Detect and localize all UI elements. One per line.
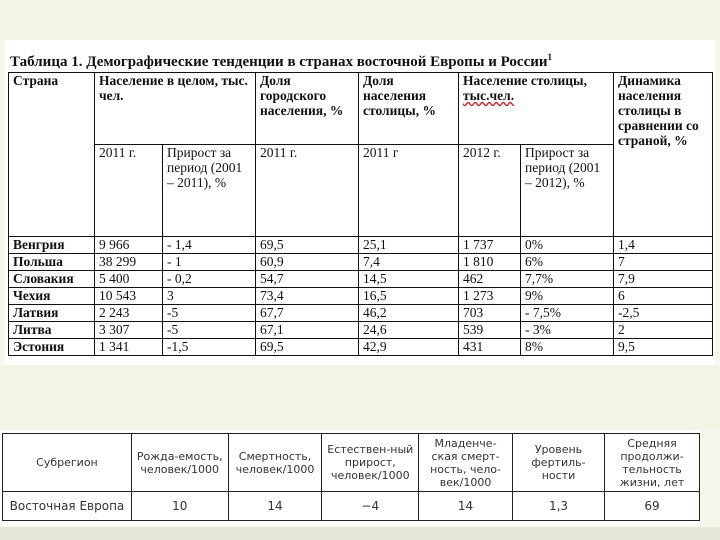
- table-row: [9, 339, 713, 356]
- header-country: Страна: [9, 73, 95, 237]
- cell-birth-rate: 10: [131, 492, 228, 521]
- cell-country: Латвия: [9, 305, 95, 322]
- cell-capital-share: 25,1: [359, 237, 459, 254]
- cell-urban: 73,4: [256, 288, 359, 305]
- cell-growth: 3: [163, 288, 256, 305]
- subregion-table: [2, 433, 700, 521]
- slide-bottom-band: [0, 527, 720, 540]
- cell-fertility: 1,3: [512, 492, 604, 521]
- slide-gap-band: [0, 365, 720, 430]
- cell-subregion: Восточная Европа: [3, 492, 132, 521]
- cell-country: Словакия: [9, 271, 95, 288]
- subheader-urban-2011: 2011 г.: [256, 145, 359, 237]
- cell-dynamics: 2: [614, 322, 713, 339]
- table1-title: [10, 52, 552, 71]
- cell-capital-population: 1 810: [459, 254, 521, 271]
- cell-capital-growth: 6%: [521, 254, 614, 271]
- table-row: [9, 322, 713, 339]
- header-subregion: Субрегион: [3, 434, 132, 492]
- cell-capital-population: 1 273: [459, 288, 521, 305]
- cell-population: 5 400: [95, 271, 163, 288]
- cell-capital-growth: 7,7%: [521, 271, 614, 288]
- subheader-capital-2011: 2011 г: [359, 145, 459, 237]
- table-row: [9, 288, 713, 305]
- header-urban-share: Доля городского населения, %: [256, 73, 359, 145]
- cell-capital-growth: - 7,5%: [521, 305, 614, 322]
- header-natural-growth: Естествен-ный прирост, человек/1000: [322, 434, 419, 492]
- header-life-expectancy: Средняя продолжи-тельность жизни, лет: [605, 434, 700, 492]
- header-birth-rate: Рожда-емость, человек/1000: [131, 434, 228, 492]
- table1-image: [5, 40, 715, 365]
- cell-urban: 69,5: [256, 339, 359, 356]
- table1-subheader-row: [9, 145, 713, 237]
- subheader-cap-growth: Прирост за период (2001 – 2012), %: [521, 145, 614, 237]
- cell-capital-population: 703: [459, 305, 521, 322]
- cell-capital-growth: 8%: [521, 339, 614, 356]
- cell-capital-share: 14,5: [359, 271, 459, 288]
- table2-header-row: [3, 434, 700, 492]
- header-population: Население в целом, тыс. чел.: [95, 73, 256, 145]
- cell-dynamics: 7: [614, 254, 713, 271]
- cell-life-expectancy: 69: [605, 492, 700, 521]
- subheader-pop-growth: Прирост за период (2001 – 2011), %: [163, 145, 256, 237]
- cell-country: Литва: [9, 322, 95, 339]
- cell-dynamics: -2,5: [614, 305, 713, 322]
- cell-dynamics: 7,9: [614, 271, 713, 288]
- cell-population: 38 299: [95, 254, 163, 271]
- table1-header-row: [9, 73, 713, 145]
- cell-capital-share: 7,4: [359, 254, 459, 271]
- header-capital-population: [459, 73, 614, 145]
- cell-growth: - 1: [163, 254, 256, 271]
- cell-dynamics: 6: [614, 288, 713, 305]
- cell-infant-mortality: 14: [419, 492, 513, 521]
- header-infant-mortality: Младенче-ская смерт-ность, чело-век/1000: [419, 434, 513, 492]
- cell-population: 1 341: [95, 339, 163, 356]
- cell-death-rate: 14: [228, 492, 322, 521]
- cell-population: 3 307: [95, 322, 163, 339]
- table2-image: [0, 430, 700, 527]
- cell-country: Польша: [9, 254, 95, 271]
- subheader-pop-2011: 2011 г.: [95, 145, 163, 237]
- slide-top-band: [0, 0, 720, 40]
- header-capital-population-text: Население столицы,: [463, 73, 587, 88]
- table-row: [3, 492, 700, 521]
- header-capital-share: Доля населения столицы, %: [359, 73, 459, 145]
- cell-growth: - 1,4: [163, 237, 256, 254]
- cell-capital-growth: - 3%: [521, 322, 614, 339]
- header-fertility: Уровень фертиль-ности: [512, 434, 604, 492]
- cell-population: 9 966: [95, 237, 163, 254]
- cell-growth: -1,5: [163, 339, 256, 356]
- cell-capital-population: 1 737: [459, 237, 521, 254]
- cell-capital-share: 46,2: [359, 305, 459, 322]
- table-row: [9, 237, 713, 254]
- table-row: [9, 305, 713, 322]
- cell-urban: 60,9: [256, 254, 359, 271]
- cell-growth: -5: [163, 305, 256, 322]
- cell-natural-growth: −4: [322, 492, 419, 521]
- cell-dynamics: 1,4: [614, 237, 713, 254]
- cell-capital-population: 462: [459, 271, 521, 288]
- cell-growth: - 0,2: [163, 271, 256, 288]
- cell-country: Венгрия: [9, 237, 95, 254]
- cell-dynamics: 9,5: [614, 339, 713, 356]
- cell-urban: 54,7: [256, 271, 359, 288]
- cell-capital-share: 42,9: [359, 339, 459, 356]
- subheader-cap-2012: 2012 г.: [459, 145, 521, 237]
- cell-urban: 67,7: [256, 305, 359, 322]
- header-capital-population-unit: тыс.чел.: [463, 88, 515, 103]
- header-death-rate: Смертность, человек/1000: [228, 434, 322, 492]
- cell-population: 2 243: [95, 305, 163, 322]
- cell-capital-population: 431: [459, 339, 521, 356]
- cell-country: Чехия: [9, 288, 95, 305]
- table1-title-text: Таблица 1. Демографические тенденции в странах восточной Европы и России: [10, 54, 548, 70]
- table-row: [9, 254, 713, 271]
- cell-capital-population: 539: [459, 322, 521, 339]
- cell-capital-share: 16,5: [359, 288, 459, 305]
- table-row: [9, 271, 713, 288]
- cell-growth: -5: [163, 322, 256, 339]
- cell-urban: 67,1: [256, 322, 359, 339]
- cell-population: 10 543: [95, 288, 163, 305]
- cell-capital-growth: 0%: [521, 237, 614, 254]
- demographics-table: [8, 72, 713, 356]
- cell-urban: 69,5: [256, 237, 359, 254]
- header-dynamics: Динамика населения столицы в сравнении со страной, %: [614, 73, 713, 237]
- cell-country: Эстония: [9, 339, 95, 356]
- cell-capital-growth: 9%: [521, 288, 614, 305]
- cell-capital-share: 24,6: [359, 322, 459, 339]
- table1-title-footnote: 1: [547, 52, 553, 62]
